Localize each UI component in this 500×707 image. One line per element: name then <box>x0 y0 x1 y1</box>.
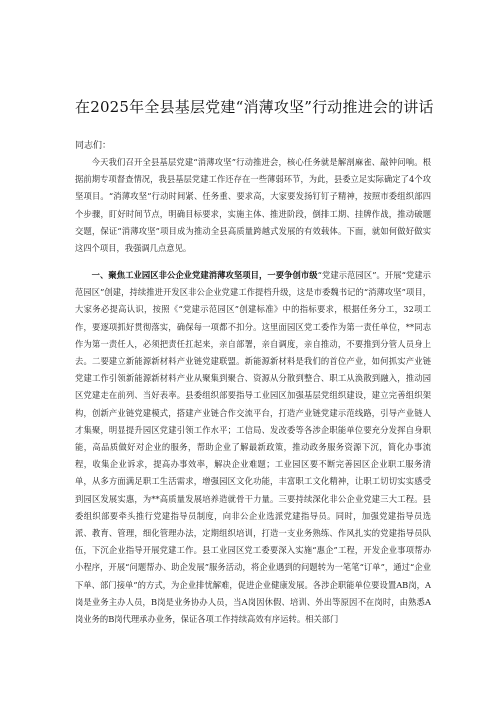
paragraph-intro-text: 今天我们召开全县基层党建“消薄攻坚”行动推进会，核心任务就是解剖麻雀、敲钟问响。根据前期专项督查情况，我县基层党建工作还存在一些薄弱环节，为此，县委立足实际确定了4个攻坚项目。“消薄攻坚”行动时间紧、任务重、要求高，大家要发扬钉钉子精神，按照市委组织部四个步骤，盯好时间节点，明确目标要求，实施主体、推进阶段，倒排工期、挂牌作战，推动破题交题，保证“消薄攻坚”项目成为推动全县高质量跨越式发展的有效载体。下面，就如何做好做实这四个项目，我强调几点意见。 <box>75 157 431 254</box>
document-title: 在2025年全县基层党建“消薄攻坚”行动推进会的讲话 <box>75 98 434 116</box>
paragraph-intro <box>75 154 431 257</box>
section-one-heading: 一、聚焦工业园区非公企业党建消薄攻坚项目，一要争创市级 <box>91 270 318 280</box>
paragraph-section-one <box>75 267 431 628</box>
section-one-text: “党建示范园区”。开展“党建示范园区”创建，持续推进开发区非公企业党建工作提档升级，这是市委魏书记的“消薄攻坚”项目，大家务必提高认识，按照《“党建示范园区”创建标准》中的指标要求，根据任务分工，32项工作，要逐项抓好贯彻落实，确保每一项都不扣分。这里面园区党工委作为第一责任单位，**同志作为第一责任人，必须把责任扛起来，亲自部署，亲自调度，亲自推动，不要推到分管人员身上去。二要建立新能源新材料产业链党建联盟。新能源新材料是我们的首位产业，如何抓实产业链党建工作引领新能源新材料产业从聚集到聚合、资源从分散到整合、职工从涣散到融入，推动园区党建走在前列、当好表率。县委组织部要指导工业园区加强基层党组织建设，建立完善组织架构，创新产业链党建模式，搭建产业链合作交流平台，打造产业链党建示范线路，引导产业链人才集聚，明显提升园区党建引领工作水平；工信局、发改委等各涉企职能单位要充分发挥自身职能，高品质做好对企业的服务，帮助企业了解最新政策，推动政务服务资源下沉，简化办事流程，收集企业诉求，提高办事效率，解决企业难题；工业园区要不断完善园区企业职工服务清单，从多方面满足职工生活需求，增强园区文化功能，丰富职工文化精神，让职工切切实实感受到园区发展实惠，为**高质量发展培养造就骨干力量。三要持续深化非公企业党建三大工程。县委组织部要牵头推行党建指导员制度，向非公企业选派党建指导员。同时，加强党建指导员选派、教育、管理，细化管理办法，定期组织培训，打造一支业务熟练、作风扎实的党建指导员队伍，下沉企业指导开展党建工作。县工业园区党工委要深入实施“惠企”工程，开发企业事项帮办小程序，开展“问题帮办、助企发展”服务活动，将企业遇到的问题转为一笔笔“订单”，通过“企业下单、部门接单”的方式，为企业排忧解难，促进企业健康发展。各涉企职能单位要设置AB岗，A岗是业务主办人员，B岗是业务协办人员，当A岗因休假、培训、外出等原因不在岗时，由熟悉A岗业务的B岗代理承办业务，保证各项工作持续高效有序运转。相关部门 <box>75 270 431 625</box>
greeting: 同志们： <box>75 141 112 151</box>
